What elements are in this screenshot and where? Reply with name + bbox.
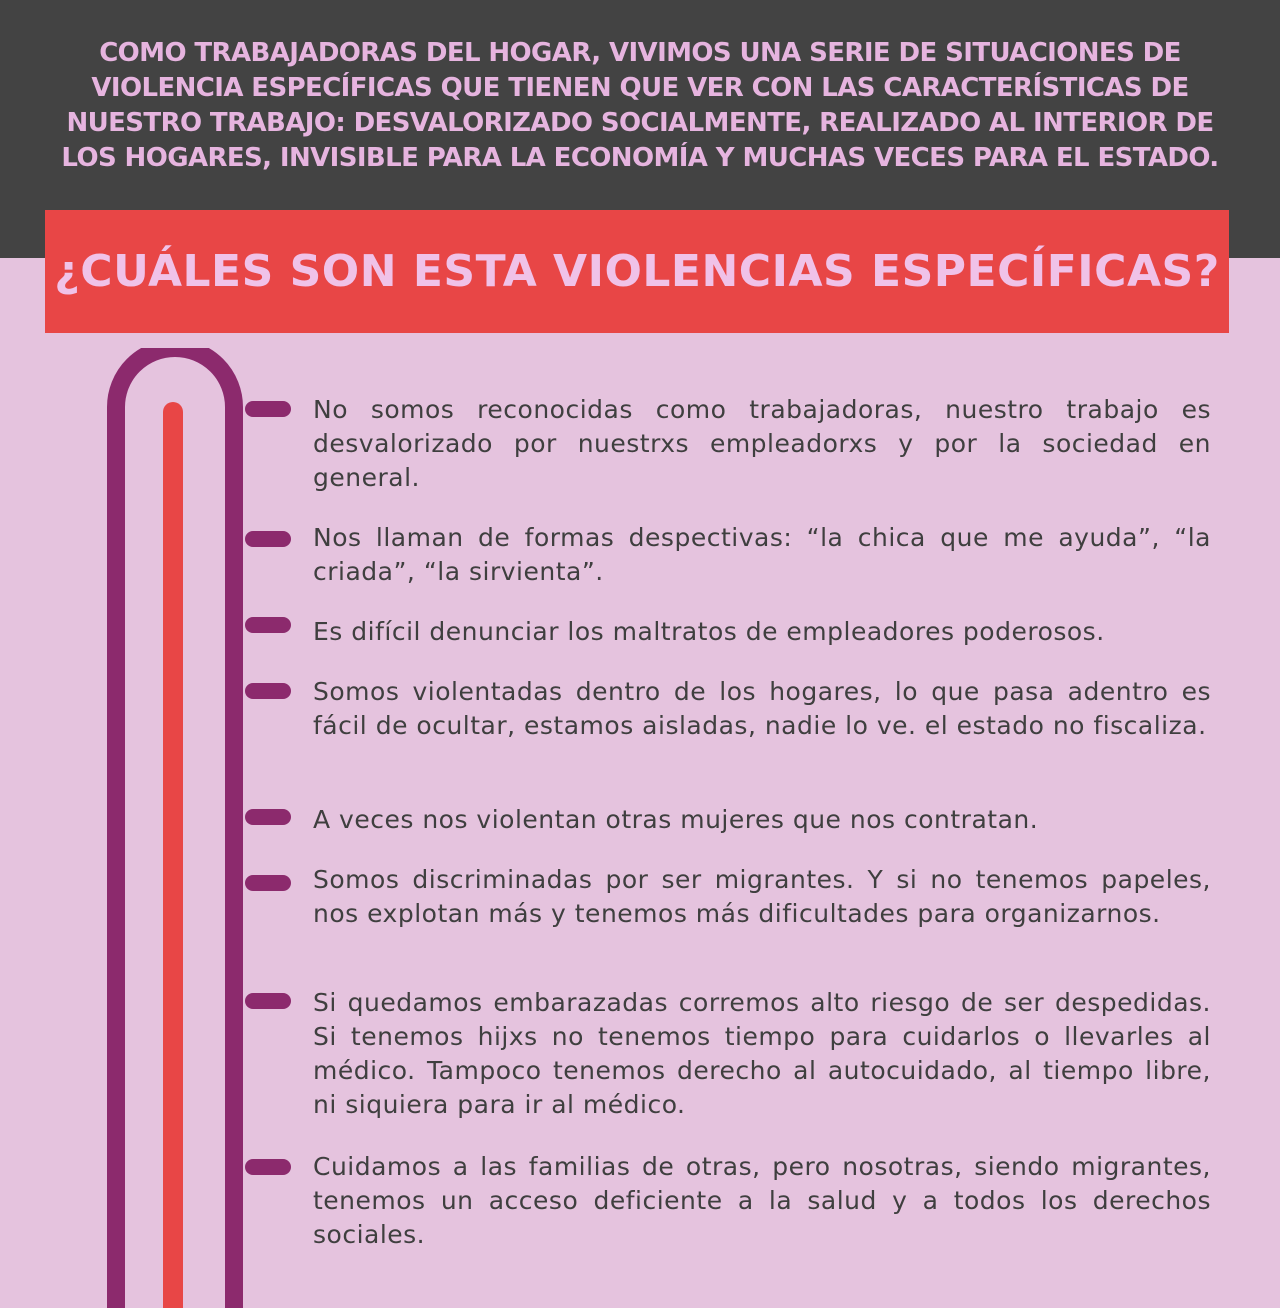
bullet-marker xyxy=(245,683,291,699)
bullet-marker xyxy=(245,1159,291,1175)
thermometer-icon xyxy=(107,348,243,1308)
list-item-text: Nos llaman de formas despectivas: “la chica que me ayuda”, “la criada”, “la sirvienta”. xyxy=(313,523,1211,586)
list-item-text: No somos reconocidas como trabajadoras, nuestro trabajo es desvalorizado por nuestrxs empleadorxs y por la sociedad en general. xyxy=(313,395,1211,492)
title-banner xyxy=(45,210,1229,333)
intro-text: COMO TRABAJADORAS DEL HOGAR, VIVIMOS UNA SERIE DE SITUACIONES DE VIOLENCIA ESPECÍFICAS QUE TIENEN QUE VER CON LAS CARACTERÍSTICAS DE NUESTRO TRABAJO: DESVALORIZADO SOCIALMENTE, REALIZADO AL INTERIOR DE LOS HOGARES, INVISIBLE PARA LA ECONOMÍA Y MUCHAS VECES PARA EL ESTADO. xyxy=(61,38,1219,173)
bullet-marker xyxy=(245,531,291,547)
bullet-marker xyxy=(245,617,291,633)
list-item-text: Es difícil denunciar los maltratos de empleadores poderosos. xyxy=(313,617,1105,646)
list-item-text: Somos discriminadas por ser migrantes. Y si no tenemos papeles, nos explotan más y tenemos más dificultades para organizarnos. xyxy=(313,865,1211,928)
list-item-text: Somos violentadas dentro de los hogares, lo que pasa adentro es fácil de ocultar, estamos aisladas, nadie lo ve. el estado no fiscaliza. xyxy=(313,677,1211,740)
bullet-marker xyxy=(245,875,291,891)
list-item-text: Si quedamos embarazadas corremos alto riesgo de ser despedidas. Si tenemos hijxs no tenemos tiempo para cuidarlos o llevarles al médico. Tampoco tenemos derecho al autocuidado, al tiempo libre, ni siquiera para ir al médico. xyxy=(313,988,1211,1119)
list-item-text: Cuidamos a las familias de otras, pero nosotras, siendo migrantes, tenemos un acceso deficiente a la salud y a todos los derechos sociales. xyxy=(313,1152,1211,1249)
bullet-marker xyxy=(245,401,291,417)
list-item-text: A veces nos violentan otras mujeres que nos contratan. xyxy=(313,805,1039,834)
bullet-marker xyxy=(245,809,291,825)
page-title: ¿CUÁLES SON ESTA VIOLENCIAS ESPECÍFICAS? xyxy=(54,246,1220,297)
bullet-marker xyxy=(245,993,291,1009)
